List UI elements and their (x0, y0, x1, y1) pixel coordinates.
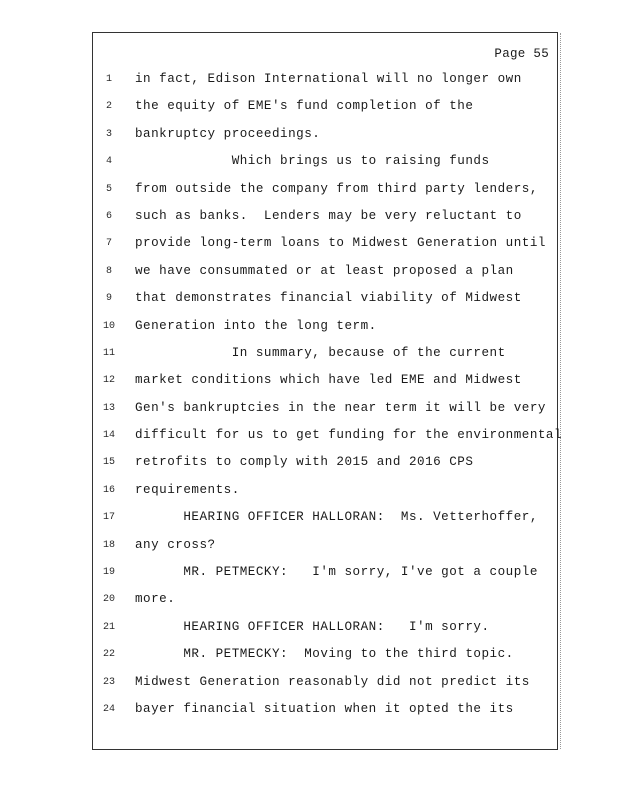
line-number: 9 (105, 293, 112, 305)
line-number: 1 (105, 74, 112, 85)
line-text: market conditions which have led EME and Midwest (135, 373, 522, 388)
transcript-page (92, 32, 563, 750)
line-text: MR. PETMECKY: I'm sorry, I've got a couple (135, 565, 538, 580)
line-number: 8 (105, 265, 112, 277)
transcript-line (93, 176, 557, 203)
transcript-line (93, 148, 557, 175)
transcript-line (93, 586, 557, 613)
page-number: Page 55 (494, 47, 549, 61)
transcript-line (93, 367, 557, 394)
line-number: 19 (102, 567, 115, 579)
transcript-line (93, 422, 563, 449)
transcript-line (93, 395, 557, 422)
line-text: MR. PETMECKY: Moving to the third topic. (135, 647, 514, 662)
line-text: from outside the company from third party lenders, (135, 181, 538, 196)
line-number: 4 (105, 156, 112, 168)
transcript-line (93, 258, 557, 285)
line-number: 16 (102, 484, 115, 496)
line-number: 11 (102, 347, 115, 359)
line-text: in fact, Edison International will no longer own (135, 72, 522, 86)
line-text: HEARING OFFICER HALLORAN: Ms. Vetterhoffer, (135, 510, 538, 525)
transcript-line (93, 230, 557, 257)
transcript-line (93, 66, 557, 93)
line-text: Midwest Generation reasonably did not predict its (135, 674, 530, 689)
transcript-line (93, 121, 557, 148)
line-number: 15 (102, 457, 115, 469)
line-text: Generation into the long term. (135, 318, 377, 333)
transcript-line (93, 477, 557, 504)
transcript-line (93, 559, 557, 586)
line-number: 13 (102, 402, 115, 414)
line-number: 7 (105, 238, 112, 250)
line-number: 22 (102, 649, 115, 661)
line-number: 23 (102, 676, 115, 688)
line-number: 24 (102, 703, 115, 715)
line-text: that demonstrates financial viability of Midwest (135, 291, 522, 306)
line-number: 5 (105, 183, 112, 195)
line-number: 17 (102, 512, 115, 524)
line-text: retrofits to comply with 2015 and 2016 CPS (135, 455, 474, 470)
line-text: difficult for us to get funding for the environmental (135, 428, 563, 443)
line-number: 18 (102, 539, 115, 551)
line-text: In summary, because of the current (135, 345, 506, 360)
transcript-line (93, 93, 557, 120)
transcript-line (93, 449, 557, 476)
transcript-lines (93, 66, 563, 723)
transcript-line (93, 641, 557, 668)
transcript-line (93, 203, 557, 230)
line-text: bayer financial situation when it opted the its (135, 701, 514, 716)
line-text: such as banks. Lenders may be very reluctant to (135, 208, 522, 223)
line-text: the equity of EME's fund completion of the (135, 99, 474, 114)
transcript-line (93, 504, 557, 531)
line-number: 2 (105, 101, 112, 113)
transcript-line (93, 669, 557, 696)
line-text: Which brings us to raising funds (135, 154, 490, 169)
line-text: HEARING OFFICER HALLORAN: I'm sorry. (135, 619, 490, 634)
line-text: bankruptcy proceedings. (135, 126, 321, 141)
transcript-line (93, 313, 557, 340)
line-text: provide long-term loans to Midwest Generation until (135, 236, 546, 251)
line-number: 20 (102, 594, 115, 606)
transcript-line (93, 340, 557, 367)
transcript-line (93, 696, 557, 723)
transcript-line (93, 532, 557, 559)
line-number: 10 (102, 320, 115, 332)
line-text: any cross? (135, 537, 216, 552)
line-number: 21 (102, 621, 115, 633)
line-number: 3 (105, 128, 112, 140)
line-number: 6 (105, 210, 112, 222)
line-text: we have consummated or at least proposed a plan (135, 263, 514, 278)
line-text: more. (135, 592, 176, 607)
line-text: requirements. (135, 482, 240, 497)
right-margin-rule (559, 33, 561, 749)
transcript-line (93, 614, 557, 641)
line-text: Gen's bankruptcies in the near term it will be very (135, 400, 546, 415)
line-number: 12 (102, 375, 115, 387)
line-number: 14 (102, 430, 115, 442)
transcript-line (93, 285, 557, 312)
